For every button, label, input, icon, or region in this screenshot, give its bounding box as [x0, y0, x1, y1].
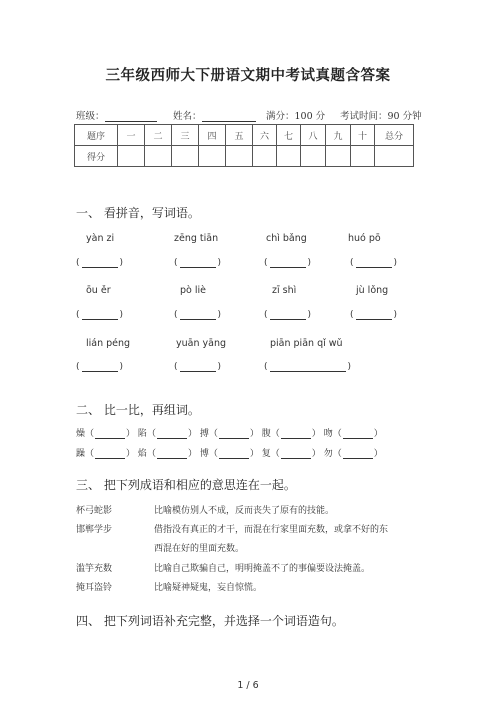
pinyin: huó pō: [348, 233, 381, 244]
pinyin: chì bǎng: [266, 233, 307, 244]
table-cell: 十: [351, 125, 375, 146]
pinyin: zī shì: [272, 285, 297, 296]
answer-box: ( ): [350, 258, 398, 268]
score-cell: [277, 146, 301, 167]
pinyin: piān piān qǐ wǔ: [270, 338, 343, 349]
meaning-item: 比喻自己欺骗自己，明明掩盖不了的事偏要设法掩盖。: [154, 564, 371, 574]
table-cell: 五: [226, 125, 253, 146]
page-number: 1 / 6: [237, 680, 259, 691]
pinyin: ōu ěr: [86, 285, 111, 296]
answer-box: ( ): [76, 310, 124, 320]
compare-item: 焰（ ）: [137, 449, 197, 459]
score-table-score-row: [75, 146, 414, 167]
full-score: 满分：100 分: [266, 111, 326, 122]
page-title: 三年级西师大下册语文期中考试真题含答案: [105, 67, 391, 84]
score-cell: [118, 146, 145, 167]
table-cell: 八: [301, 125, 326, 146]
meaning-item: 比喻模仿别人不成，反而丧失了原有的技能。: [154, 506, 335, 516]
pinyin: pò liè: [180, 285, 206, 296]
section-4-heading: 四、 把下列词语补充完整，并选择一个词语造句。: [76, 614, 344, 628]
answer-box: ( ): [264, 258, 312, 268]
pinyin: lián péng: [86, 338, 131, 349]
score-cell: [253, 146, 277, 167]
idiom-item: 邯郸学步: [76, 525, 113, 535]
answer-box: ( ): [264, 310, 312, 320]
section-1-heading: 一、 看拼音，写词语。: [76, 206, 200, 220]
name-field: [173, 108, 256, 122]
exam-time: 考试时间：90 分钟: [340, 111, 422, 122]
compare-item: 勿（ ）: [323, 449, 383, 459]
table-cell: 四: [199, 125, 226, 146]
compare-item: 吻（ ）: [323, 429, 383, 439]
table-cell: 题序: [75, 125, 118, 146]
idiom-item: 滥竽充数: [76, 564, 113, 574]
meaning-item-continued: 西混在好的里面充数。: [154, 544, 245, 554]
section-2-heading: 二、 比一比，再组词。: [76, 403, 200, 417]
table-cell: 得分: [75, 146, 118, 167]
answer-box: ( ): [76, 362, 124, 372]
answer-box: ( ): [174, 362, 222, 372]
meaning-item: 比喻疑神疑鬼，妄自惊慌。: [154, 583, 263, 593]
answer-box: ( ): [174, 310, 222, 320]
score-cell: [326, 146, 351, 167]
table-cell: 二: [145, 125, 172, 146]
answer-box: ( ): [174, 258, 222, 268]
name-blank: [202, 111, 256, 122]
name-label: 姓名：: [173, 111, 202, 122]
pinyin: yàn zi: [86, 233, 115, 244]
class-label: 班级：: [76, 111, 105, 122]
compare-item: 燥（ ）: [76, 429, 136, 439]
answer-box: ( ): [264, 362, 352, 372]
table-cell: 七: [277, 125, 301, 146]
compare-row-1: [76, 426, 383, 439]
compare-item: 陷（ ）: [137, 429, 197, 439]
class-field: [76, 108, 157, 122]
answer-box: ( ): [350, 310, 398, 320]
meaning-item: 借指没有真正的才干，而混在行家里面充数，或拿不好的东: [154, 525, 389, 535]
table-cell: 总分: [375, 125, 414, 146]
compare-item: 躁（ ）: [76, 449, 136, 459]
section-3-heading: 三、 把下列成语和相应的意思连在一起。: [76, 478, 296, 492]
score-cell: [199, 146, 226, 167]
score-cell: [145, 146, 172, 167]
pinyin: jù lǒng: [356, 285, 389, 296]
pinyin: zēng tiān: [174, 233, 219, 244]
compare-row-2: [76, 446, 383, 459]
compare-item: 博（ ）: [199, 449, 259, 459]
score-table: [74, 124, 414, 167]
idiom-item: 掩耳盗铃: [76, 583, 113, 593]
table-cell: 六: [253, 125, 277, 146]
score-table-header-row: [75, 125, 414, 146]
answer-box: ( ): [76, 258, 124, 268]
table-cell: 一: [118, 125, 145, 146]
score-cell: [375, 146, 414, 167]
table-cell: 九: [326, 125, 351, 146]
score-cell: [351, 146, 375, 167]
table-cell: 三: [172, 125, 199, 146]
score-cell: [301, 146, 326, 167]
score-cell: [226, 146, 253, 167]
compare-item: 腹（ ）: [261, 429, 321, 439]
pinyin: yuān yāng: [176, 338, 227, 349]
class-blank: [105, 111, 157, 122]
score-cell: [172, 146, 199, 167]
compare-item: 搏（ ）: [199, 429, 259, 439]
idiom-item: 杯弓蛇影: [76, 506, 113, 516]
compare-item: 复（ ）: [261, 449, 321, 459]
